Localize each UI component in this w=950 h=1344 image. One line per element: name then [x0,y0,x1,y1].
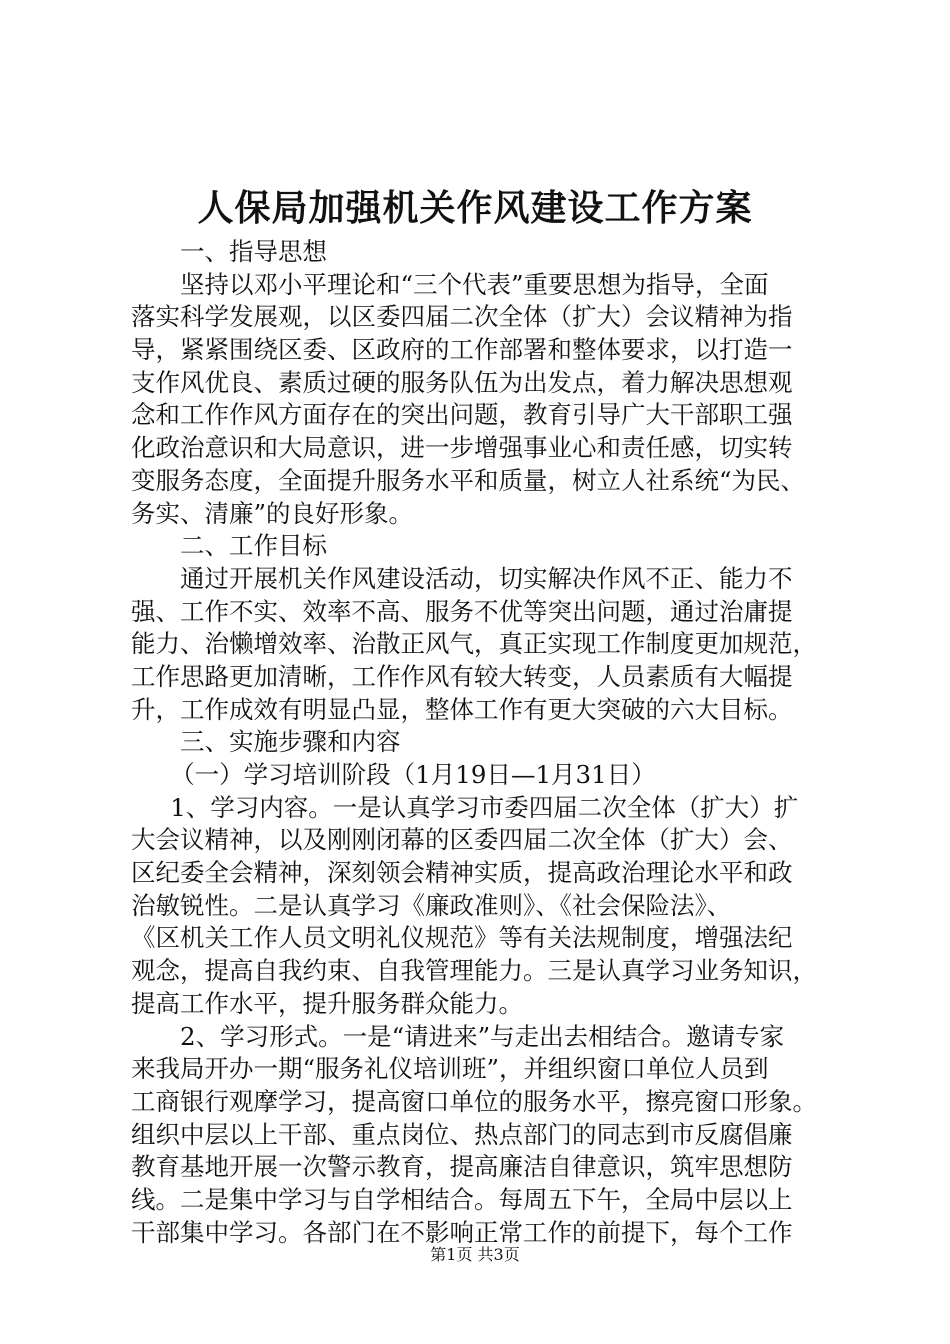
body-line: 导，紧紧围绕区委、区政府的工作部署和整体要求，以打造一 [131,335,793,365]
body-line: 三、实施步骤和内容 [180,727,401,757]
page-footer: 第1页 共3页 [430,1245,520,1264]
body-line: 《区机关工作人员文明礼仪规范》等有关法规制度，增强法纪 [131,923,793,953]
body-line: 念和工作作风方面存在的突出问题，教育引导广大干部职工强 [131,400,793,430]
body-line: 工商银行观摩学习，提高窗口单位的服务水平，擦亮窗口形象。 [131,1086,817,1116]
body-line: 1、学习内容。一是认真学习市委四届二次全体（扩大）扩 [170,792,799,822]
body-line: 变服务态度，全面提升服务水平和质量，树立人社系统“为民、 [131,465,806,495]
body-line: 干部集中学习。各部门在不影响正常工作的前提下，每个工作 [131,1217,793,1247]
body-line: 一、指导思想 [180,237,327,266]
body-line: 来我局开办一期“服务礼仪培训班”，并组织窗口单位人员到 [131,1054,769,1084]
body-line: 务实、清廉”的良好形象。 [131,498,414,528]
body-line: 落实科学发展观，以区委四届二次全体（扩大）会议精神为指 [131,302,793,332]
body-line: 观念，提高自我约束、自我管理能力。三是认真学习业务知识， [131,956,817,986]
body-line: 区纪委全会精神，深刻领会精神实质，提高政治理论水平和政 [131,858,793,888]
body-line: 二、工作目标 [180,531,327,561]
body-line: 工作思路更加清晰，工作作风有较大转变，人员素质有大幅提 [131,661,793,691]
body-line: 坚持以邓小平理论和“三个代表”重要思想为指导，全面 [180,269,769,299]
body-line: 治敏锐性。二是认真学习《廉政准则》、《社会保险法》、 [131,890,732,920]
body-line: 化政治意识和大局意识，进一步增强事业心和责任感，切实转 [131,433,793,463]
body-line: 2、学习形式。一是“请进来”与走出去相结合。邀请专家 [180,1021,785,1051]
document-body [131,236,851,1249]
body-line: 强、工作不实、效率不高、服务不优等突出问题，通过治庸提 [131,596,793,626]
body-line: 线。二是集中学习与自学相结合。每周五下午，全局中层以上 [131,1184,793,1214]
body-line: （一）学习培训阶段（1月19日—1月31日） [170,760,656,789]
body-line: 组织中层以上干部、重点岗位、热点部门的同志到市反腐倡廉 [131,1119,793,1149]
body-line: 教育基地开展一次警示教育，提高廉洁自律意识，筑牢思想防 [131,1152,793,1182]
body-line: 提高工作水平，提升服务群众能力。 [131,988,523,1018]
body-line: 大会议精神，以及刚刚闭幕的区委四届二次全体（扩大）会、 [131,825,793,855]
document-title: 人保局加强机关作风建设工作方案 [197,187,753,229]
body-line: 通过开展机关作风建设活动，切实解决作风不正、能力不 [180,563,793,593]
body-line: 能力、治懒增效率、治散正风气，真正实现工作制度更加规范， [131,629,817,659]
body-line: 升，工作成效有明显凸显，整体工作有更大突破的六大目标。 [131,694,793,724]
body-line: 支作风优良、素质过硬的服务队伍为出发点，着力解决思想观 [131,367,793,397]
